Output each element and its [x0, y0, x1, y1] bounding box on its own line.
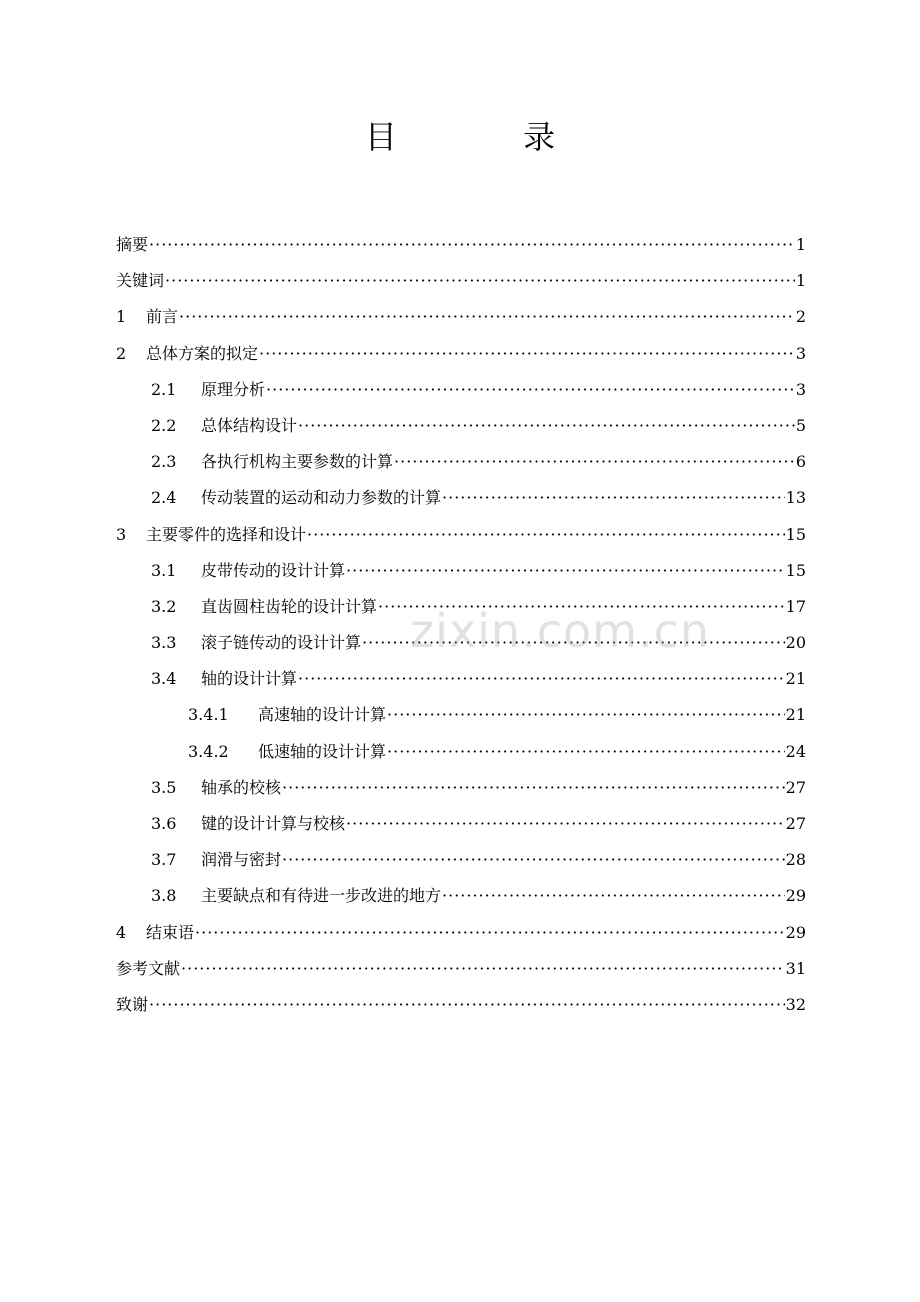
toc-entry: [116, 702, 806, 738]
toc-entry: [116, 666, 806, 702]
toc-entry-label: 前言: [146, 307, 179, 327]
toc-entry-label: 直齿圆柱齿轮的设计计算: [201, 596, 378, 616]
toc-entry: [116, 485, 806, 521]
toc-dot-leader: [179, 307, 795, 326]
toc-dot-leader: [282, 850, 785, 869]
toc-entry: [116, 739, 806, 775]
toc-entry-label: 键的设计计算与校核: [201, 814, 346, 833]
toc-entry-label: 主要零件的选择和设计: [146, 524, 307, 544]
toc-entry-label: 低速轴的设计计算: [258, 741, 387, 761]
toc-dot-leader: [195, 923, 785, 942]
toc-entry-label: 总体结构设计: [201, 415, 298, 435]
toc-entry: [116, 920, 806, 956]
toc-entry-number: 2.1: [151, 379, 177, 399]
toc-entry-number: 2.3: [151, 452, 177, 472]
toc-entry-page: 6: [795, 452, 806, 472]
toc-entry-number: 3.1: [151, 560, 177, 580]
toc-entry-page: 1: [795, 271, 806, 291]
toc-entry: [116, 558, 806, 594]
toc-entry-page: 3: [795, 379, 806, 399]
toc-dot-leader: [298, 669, 785, 688]
toc-entry-number: 1: [116, 307, 127, 327]
toc-entry: [116, 775, 806, 811]
toc-entry: [116, 268, 806, 304]
toc-entry-number: 2.4: [151, 488, 177, 508]
toc-entry: [116, 341, 806, 377]
toc-dot-leader: [442, 886, 785, 905]
toc-dot-leader: [307, 525, 785, 544]
toc-dot-leader: [387, 742, 785, 761]
toc-dot-leader: [181, 959, 785, 978]
toc-entry-number: 3: [116, 524, 127, 544]
toc-entry: [116, 992, 806, 1028]
toc-entry-label: 轴承的校核: [201, 777, 282, 797]
toc-dot-leader: [346, 814, 785, 833]
toc-entry-label: 摘要: [116, 235, 149, 254]
toc-entry-label: 轴的设计计算: [201, 669, 298, 689]
toc-entry-page: 21: [785, 705, 806, 725]
toc-entry-page: 17: [785, 596, 806, 616]
toc-entry-page: 5: [795, 415, 806, 435]
toc-dot-leader: [259, 344, 795, 363]
toc-entry-page: 27: [785, 777, 806, 797]
toc-dot-leader: [442, 488, 785, 507]
toc-entry: [116, 413, 806, 449]
toc-entry-page: 24: [785, 741, 806, 761]
toc-dot-leader: [149, 235, 795, 254]
toc-entry-number: 2.2: [151, 415, 177, 435]
toc-entry-label: 各执行机构主要参数的计算: [201, 452, 394, 472]
toc-entry-number: 3.2: [151, 596, 177, 616]
toc-entry: [116, 883, 806, 919]
toc-entry-page: 15: [785, 524, 806, 544]
toc-entry: [116, 449, 806, 485]
toc-entry-label: 参考文献: [116, 958, 181, 978]
toc-entry-page: 15: [785, 560, 806, 580]
toc-entry-number: 3.4: [151, 669, 177, 689]
toc-entry-page: 2: [795, 307, 806, 327]
toc-entry-page: 31: [785, 958, 806, 978]
toc-entry-page: 27: [785, 814, 806, 833]
watermark: zixin.com.cn: [410, 604, 711, 658]
toc-dot-leader: [394, 452, 795, 471]
toc-entry-number: 2: [116, 343, 127, 363]
toc-entry-number: 3.4.2: [188, 741, 229, 761]
toc-entry-label: 主要缺点和有待进一步改进的地方: [201, 886, 442, 906]
toc-dot-leader: [298, 416, 795, 435]
toc-entry: [116, 304, 806, 340]
toc-entry-number: 3.4.1: [188, 705, 229, 725]
toc-dot-leader: [149, 995, 785, 1014]
toc-entry-label: 原理分析: [201, 379, 266, 399]
toc-entry-page: 20: [785, 633, 806, 653]
toc-entry-number: 4: [116, 922, 127, 942]
toc-entry: [116, 956, 806, 992]
toc-entry-page: 28: [785, 850, 806, 870]
toc-entry-page: 3: [795, 343, 806, 363]
toc-dot-leader: [165, 271, 795, 290]
toc-entry-label: 致谢: [116, 994, 149, 1014]
toc-entry-page: 29: [785, 886, 806, 906]
toc-dot-leader: [282, 778, 785, 797]
toc-entry-page: 13: [785, 488, 806, 508]
toc-entry: [116, 377, 806, 413]
toc-entry-label: 润滑与密封: [201, 850, 282, 870]
toc-dot-leader: [387, 705, 785, 724]
toc-entry-label: 皮带传动的设计计算: [201, 560, 346, 580]
toc-entry-number: 3.7: [151, 850, 177, 870]
toc-entry-number: 3.3: [151, 633, 177, 653]
toc-entry-label: 传动装置的运动和动力参数的计算: [201, 488, 442, 508]
toc-dot-leader: [346, 561, 785, 580]
toc-entry-label: 总体方案的拟定: [146, 343, 259, 363]
toc-entry-page: 1: [795, 235, 806, 254]
toc-entry: [116, 847, 806, 883]
toc-entry-label: 结束语: [146, 922, 195, 942]
toc-entry-label: 滚子链传动的设计计算: [201, 633, 362, 653]
toc-entry-label: 高速轴的设计计算: [258, 705, 387, 725]
toc-dot-leader: [266, 380, 795, 399]
toc-entry: [116, 232, 806, 268]
toc-entry-number: 3.5: [151, 777, 177, 797]
toc-entry-number: 3.8: [151, 886, 177, 906]
page-title: 目 录: [364, 118, 614, 156]
toc-entry: [116, 522, 806, 558]
toc-entry-label: 关键词: [116, 271, 165, 291]
toc-entry-page: 21: [785, 669, 806, 689]
toc-entry-page: 32: [785, 994, 806, 1014]
toc-entry: [116, 811, 806, 847]
toc-entry-number: 3.6: [151, 814, 177, 833]
toc-entry-page: 29: [785, 922, 806, 942]
